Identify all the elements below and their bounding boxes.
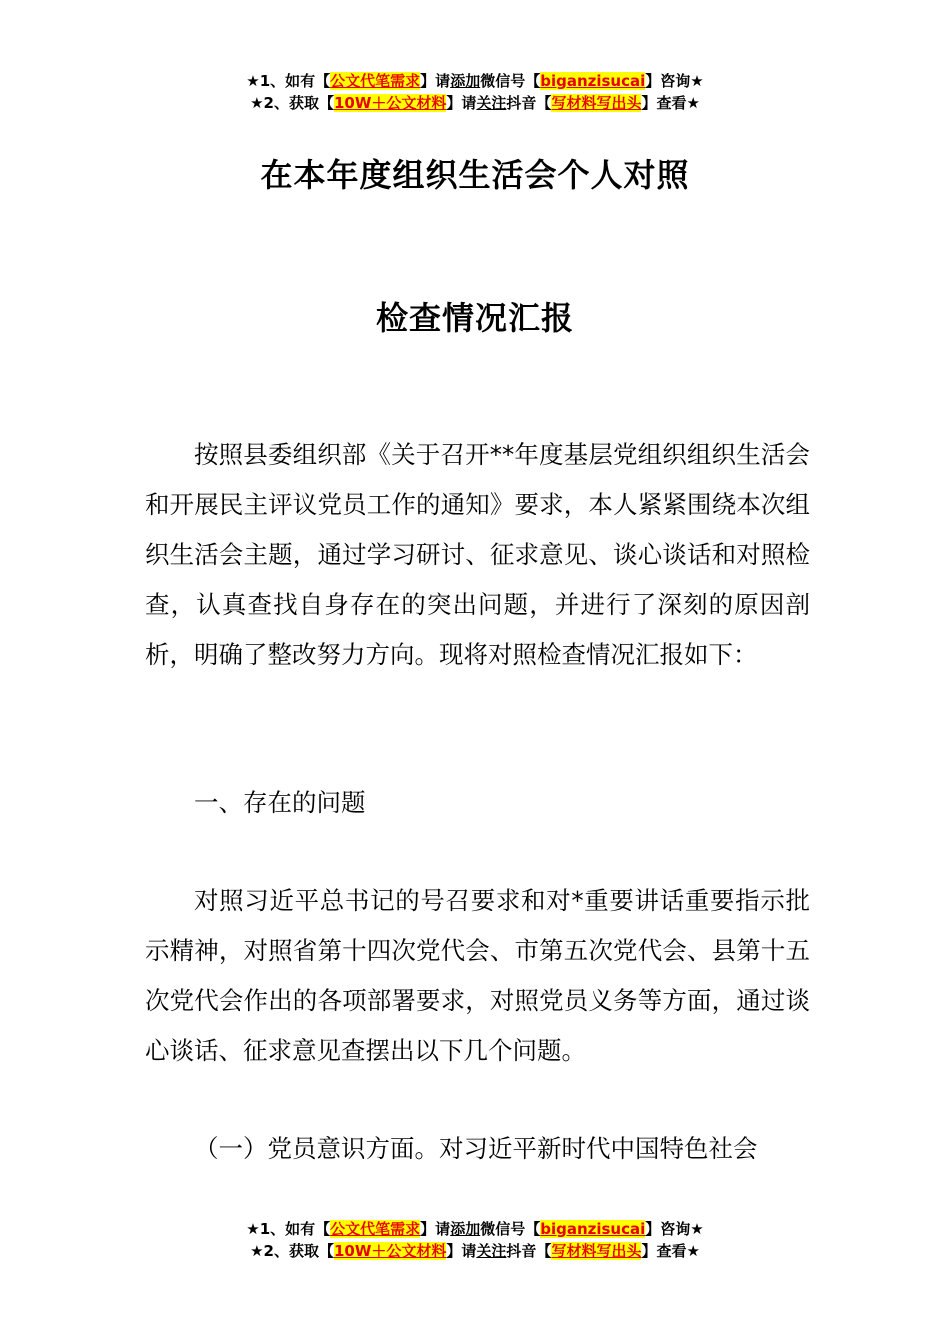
banner-line-1: ★1、如有【公文代笔需求】请添加微信号【biganzisucai】咨询★: [246, 1220, 704, 1238]
banner-line-2: ★2、获取【10W＋公文材料】请关注抖音【写材料写出头】查看★: [250, 94, 700, 112]
banner-douyin-id: 写材料写出头: [551, 1242, 642, 1260]
banner-highlight: 公文代笔需求: [330, 1220, 421, 1238]
banner-line-2: ★2、获取【10W＋公文材料】请关注抖音【写材料写出头】查看★: [250, 1242, 700, 1260]
banner-line-1: ★1、如有【公文代笔需求】请添加微信号【biganzisucai】咨询★: [246, 72, 704, 90]
banner-douyin-id: 写材料写出头: [551, 94, 642, 112]
banner-highlight: 10W＋公文材料: [333, 1242, 447, 1260]
banner-highlight: 10W＋公文材料: [333, 94, 447, 112]
banner-wechat-id: biganzisucai: [540, 1220, 646, 1238]
intro-paragraph: 按照县委组织部《关于召开**年度基层党组织组织生活会和开展民主评议党员工作的通知》要求，本人紧紧围绕本次组织生活会主题，通过学习研讨、征求意见、谈心谈话和对照检查，认真查找自身存在的突出问题，并进行了深刻的原因剖析，明确了整改努力方向。现将对照检查情况汇报如下：: [145, 440, 810, 669]
banner-wechat-id: biganzisucai: [540, 72, 646, 90]
problems-paragraph: 对照习近平总书记的号召要求和对*重要讲话重要指示批示精神，对照省第十四次党代会、市第五次党代会、县第十五次党代会作出的各项部署要求，对照党员义务等方面，通过谈心谈话、征求意见查摆出以下几个问题。: [145, 886, 810, 1065]
document-title-line-2: 检查情况汇报: [375, 299, 574, 337]
top-banner: [0, 70, 950, 114]
party-awareness-paragraph: （一）党员意识方面。对习近平新时代中国特色社会: [194, 1134, 758, 1163]
banner-highlight: 公文代笔需求: [330, 72, 421, 90]
bottom-banner: [0, 1218, 950, 1262]
section-heading-problems: 一、存在的问题: [194, 788, 366, 817]
document-title-line-1: 在本年度组织生活会个人对照: [260, 156, 690, 194]
